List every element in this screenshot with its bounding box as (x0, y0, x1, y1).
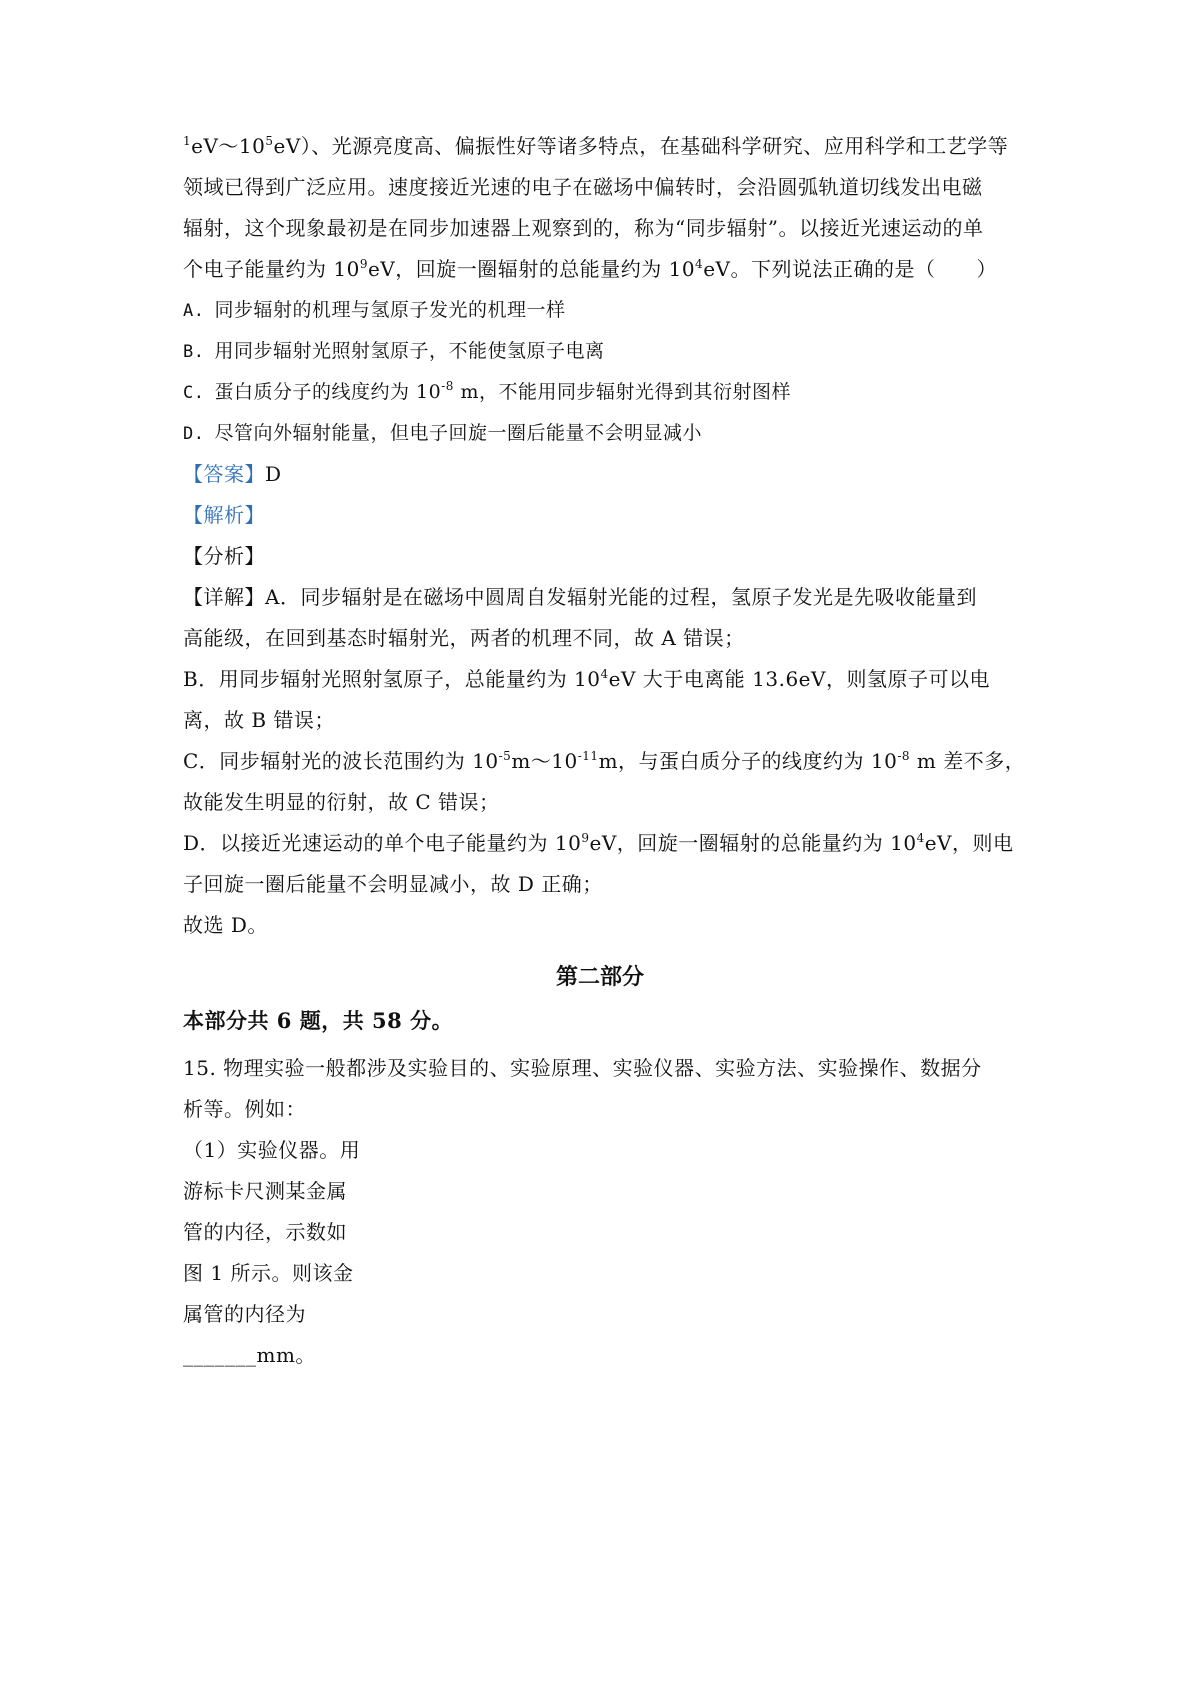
detail-b-line-1: B．用同步辐射光照射氢原子，总能量约为 $10^4eV$ 大于电离能 13.6eV，则氢原子可以电 (183, 667, 990, 691)
q15-answer-blank: _______mm。 (183, 1343, 316, 1367)
answer-line (183, 460, 282, 488)
detail-a-line-1: 【详解】A．同步辐射是在磁场中圆周自发辐射光能的过程，氢原子发光是先吸收能量到 (183, 585, 977, 609)
option-b: B. 用同步辐射光照射氢原子，不能使氢原子电离 (183, 340, 605, 362)
answer-value: D (265, 462, 282, 486)
detail-d-line-1: D．以接近光速运动的单个电子能量约为 $10^9eV$，回旋一圈辐射的总能量约为 $10^4eV$，则电 (183, 831, 1014, 855)
detail-b-line-2: 离，故 B 错误； (183, 708, 335, 732)
intro-line-2: 领域已得到广泛应用。速度接近光速的电子在磁场中偏转时，会沿圆弧轨道切线发出电磁 (183, 175, 983, 199)
part2-subtitle: 本部分共 6 题，共 58 分。 (183, 1008, 454, 1033)
q15-line-6: 图 1 所示。则该金 (183, 1261, 354, 1285)
answer-label: 【答案】 (183, 462, 265, 486)
option-a: A. 同步辐射的机理与氢原子发光的机理一样 (183, 299, 566, 321)
q15-line-5: 管的内径，示数如 (183, 1220, 347, 1244)
detail-c-line-2: 故能发生明显的衍射，故 C 错误； (183, 790, 500, 814)
detail-a-line-2: 高能级，在回到基态时辐射光，两者的机理不同，故 A 错误； (183, 626, 745, 650)
detail-c-line-1: C．同步辐射光的波长范围约为 $10^{-5}m\sim 10^{-11}m$，与蛋白质分子的线度约为 $10^{-8}$ m 差不多， (183, 749, 1026, 773)
q15-line-7: 属管的内径为 (183, 1302, 306, 1326)
intro-line-4: 个电子能量约为 $10^9eV$，回旋一圈辐射的总能量约为 $10^4eV$。下列说法正确的是（ ） (183, 257, 997, 281)
intro-line-3: 辐射，这个现象最初是在同步加速器上观察到的，称为“同步辐射”。以接近光速运动的单 (183, 216, 984, 240)
q15-line-2: 析等。例如： (183, 1097, 306, 1121)
option-d: D. 尽管向外辐射能量，但电子回旋一圈后能量不会明显减小 (183, 422, 702, 444)
detail-d-line-2: 子回旋一圈后能量不会明显减小，故 D 正确； (183, 872, 603, 896)
intro-line-1: $^1eV\sim 10^5eV$）、光源亮度高、偏振性好等诸多特点，在基础科学研究、应用科学和工艺学等 (183, 134, 1009, 158)
q15-line-1: 15. 物理实验一般都涉及实验目的、实验原理、实验仪器、实验方法、实验操作、数据分 (183, 1056, 982, 1080)
option-c: C. 蛋白质分子的线度约为 $10^{-8}$ m，不能用同步辐射光得到其衍射图样 (183, 379, 791, 403)
part2-title: 第二部分 (555, 964, 644, 990)
analysis-label: 【解析】 (183, 503, 265, 527)
q15-line-3: （1）实验仪器。用 (183, 1138, 361, 1162)
q15-line-4: 游标卡尺测某金属 (183, 1179, 347, 1203)
conclusion: 故选 D。 (183, 913, 268, 937)
fenxi-label: 【分析】 (183, 544, 265, 568)
